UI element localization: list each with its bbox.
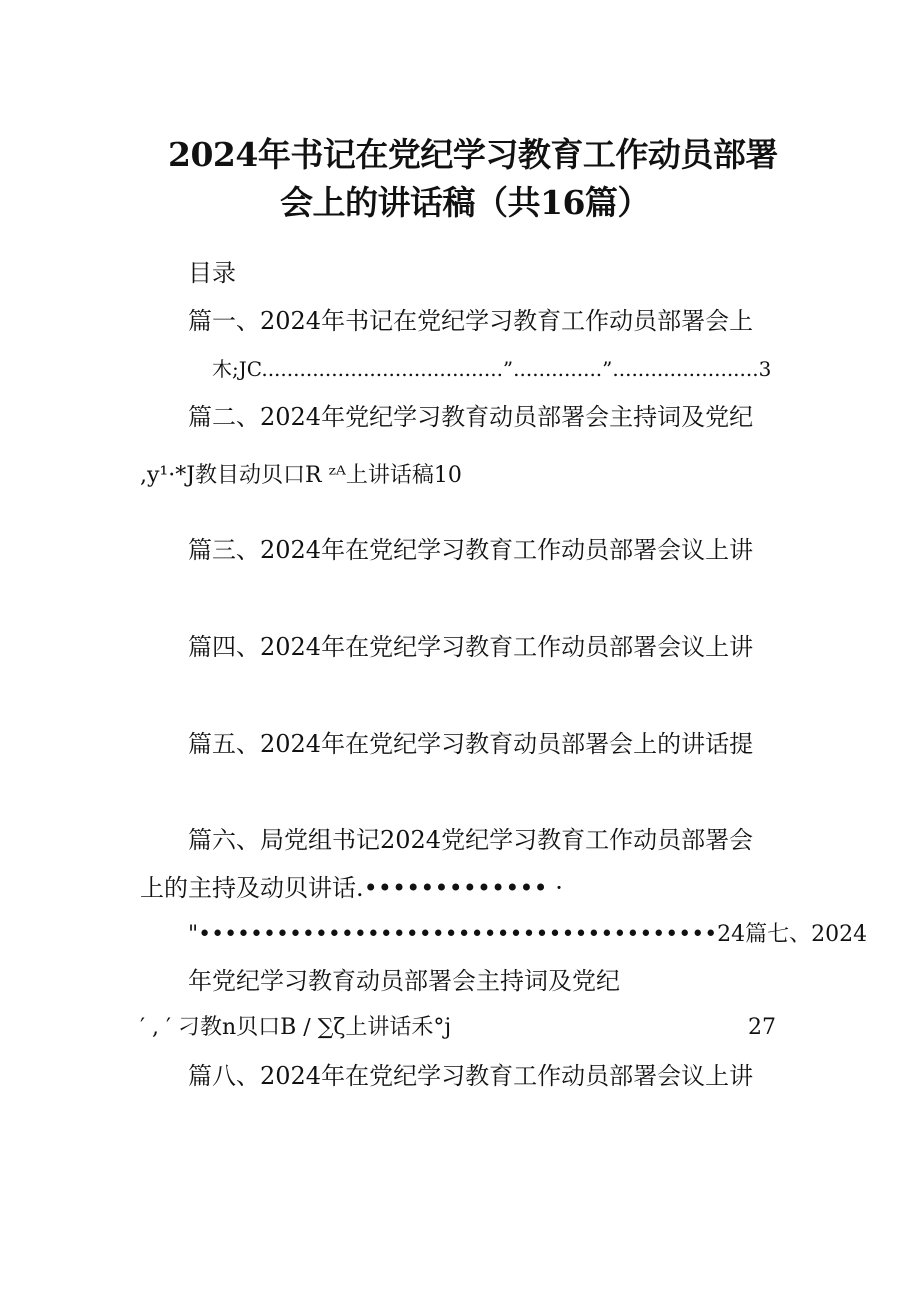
toc-entry-5[interactable]: 篇五、2024年在党纪学习教育动员部署会上的讲话提 [188, 730, 754, 758]
toc-entry-6[interactable]: 篇六、局党组书记2024党纪学习教育工作动员部署会 [188, 826, 754, 854]
toc-entry-1-continuation[interactable]: 木;JC......................................”..............”.......................3 [212, 357, 772, 381]
toc-entry-7-continuation[interactable]: ′ , ′ 刁教n贝口B ∕ ∑ζ上讲话禾°j [140, 1015, 452, 1040]
toc-entry-1[interactable]: 篇一、2024年书记在党纪学习教育工作动员部署会上 [188, 307, 754, 335]
toc-entry-7[interactable]: 年党纪学习教育动员部署会主持词及党纪 [188, 967, 620, 995]
toc-entry-2-continuation[interactable]: ,y¹·*J教目动贝口R ᶻᴬ上讲话稿10 [140, 463, 462, 488]
toc-entry-7-page-number: 27 [748, 1015, 776, 1040]
toc-entry-6-continuation[interactable]: 上的主持及动贝讲话.••••••••••••• · [140, 874, 563, 902]
toc-entry-6-leader-and-entry-7-start[interactable]: "••••••••••••••••••••••••••••••••••••••••24篇七、2024 [188, 922, 868, 947]
toc-entry-3[interactable]: 篇三、2024年在党纪学习教育工作动员部署会议上讲 [188, 536, 754, 564]
toc-entry-2[interactable]: 篇二、2024年党纪学习教育动员部署会主持词及党纪 [188, 403, 754, 431]
document-title-line-2: 会上的讲话稿（共16篇） [280, 183, 650, 222]
toc-entry-4[interactable]: 篇四、2024年在党纪学习教育工作动员部署会议上讲 [188, 633, 754, 661]
toc-entry-8[interactable]: 篇八、2024年在党纪学习教育工作动员部署会议上讲 [188, 1062, 754, 1090]
toc-heading: 目录 [188, 259, 236, 287]
document-title-line-1: 2024年书记在党纪学习教育工作动员部署 [168, 135, 778, 174]
